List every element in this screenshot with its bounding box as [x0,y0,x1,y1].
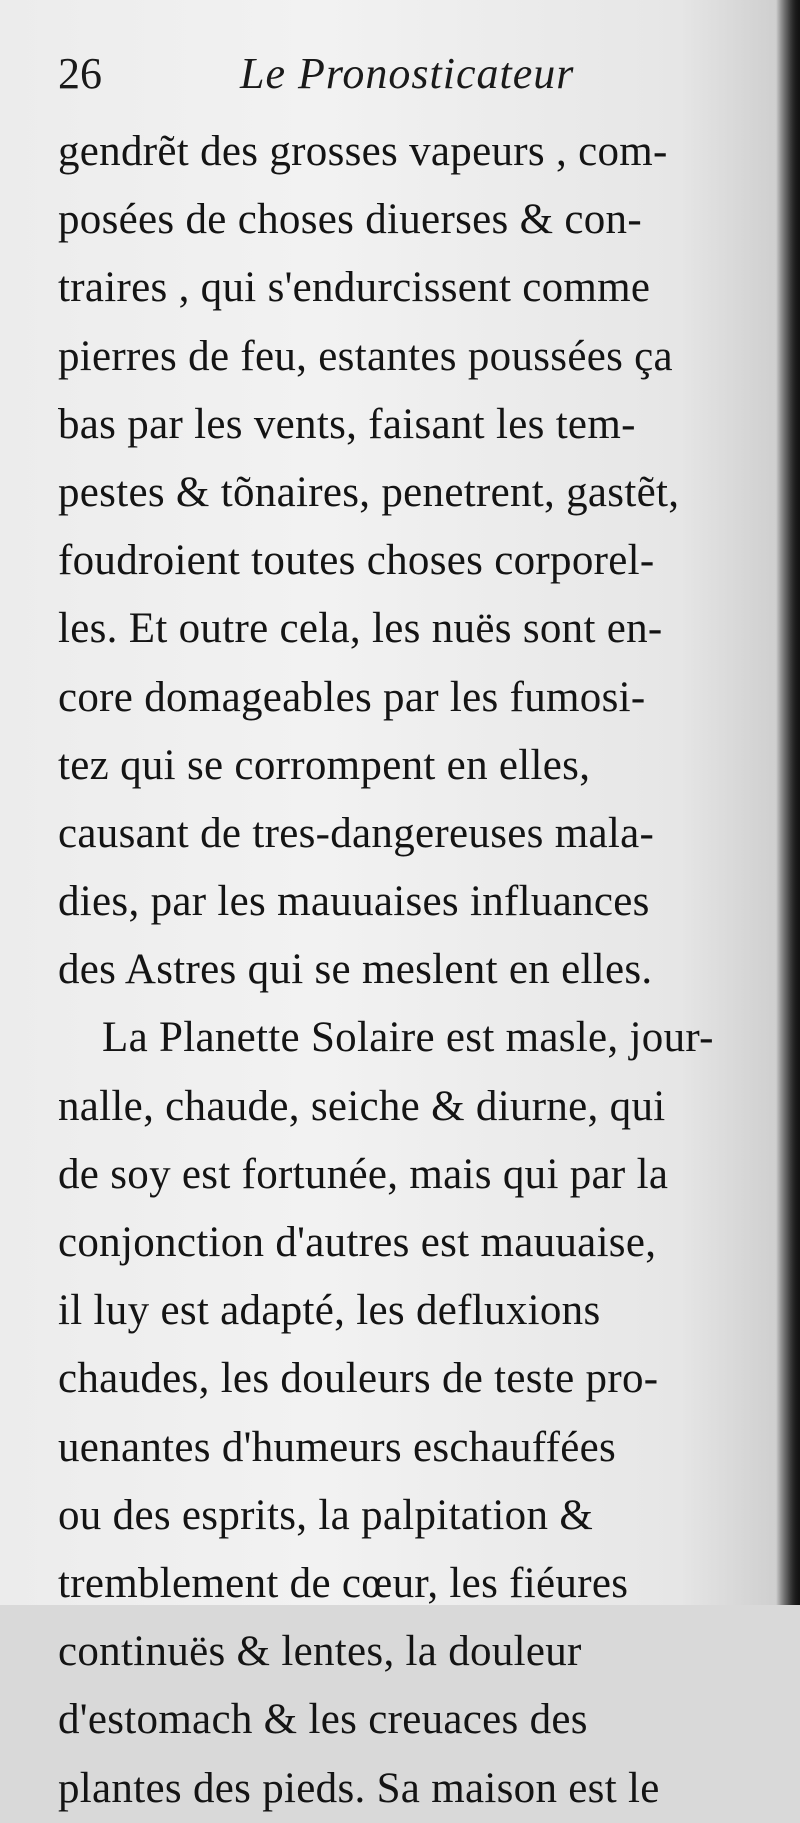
page-number: 26 [58,49,102,98]
text-line: des Astres qui se meslent en elles. [58,946,653,994]
running-title: Le Pronosticateur [240,49,575,98]
text-line: core domageables par les fumosi- [58,673,646,721]
text-line: conjonction d'autres est mauuaise, [58,1219,657,1266]
text-line: de soy est fortunée, mais qui par la [58,1150,669,1198]
text-line: dies, par les mauuaises influances [58,878,650,926]
text-line: il luy est adapté, les defluxions [58,1287,601,1335]
text-line: traires , qui s'endurcissent comme [58,264,651,312]
text-line: plantes des pieds. Sa maison est le [58,1764,660,1812]
text-line: uenantes d'humeurs eschauffées [58,1423,617,1471]
text-line: d'estomach & les creuaces des [58,1696,588,1744]
text-line: continuës & lentes, la douleur [58,1628,582,1676]
text-line: causant de tres-dangereuses mala- [58,809,655,857]
text-line: tez qui se corrompent en elles, [58,741,591,789]
text-line: ou des esprits, la palpitation & [58,1491,594,1539]
text-line: pestes & tõnaires, penetrent, gastẽt, [58,468,680,516]
text-line: nalle, chaude, seiche & diurne, qui [58,1082,666,1130]
text-line: les. Et outre cela, les nuës sont en- [58,605,663,653]
text-line: foudroient toutes choses corporel- [58,537,655,585]
text-line: posées de choses diuerses & con- [58,196,642,244]
text-line: pierres de feu, estantes poussées ça [58,332,673,380]
page-gutter-shadow [776,0,800,1605]
text-line: gendrẽt des grosses vapeurs , com- [58,128,668,175]
paragraph-start-line: La Planette Solaire est masle, jour- [102,1014,714,1062]
text-line: bas par les vents, faisant les tem- [58,400,636,448]
text-line: chaudes, les douleurs de teste pro- [58,1355,659,1403]
page-header [58,48,748,108]
text-line: tremblement de cœur, les fiéures [58,1559,629,1607]
body-text [58,118,763,1823]
